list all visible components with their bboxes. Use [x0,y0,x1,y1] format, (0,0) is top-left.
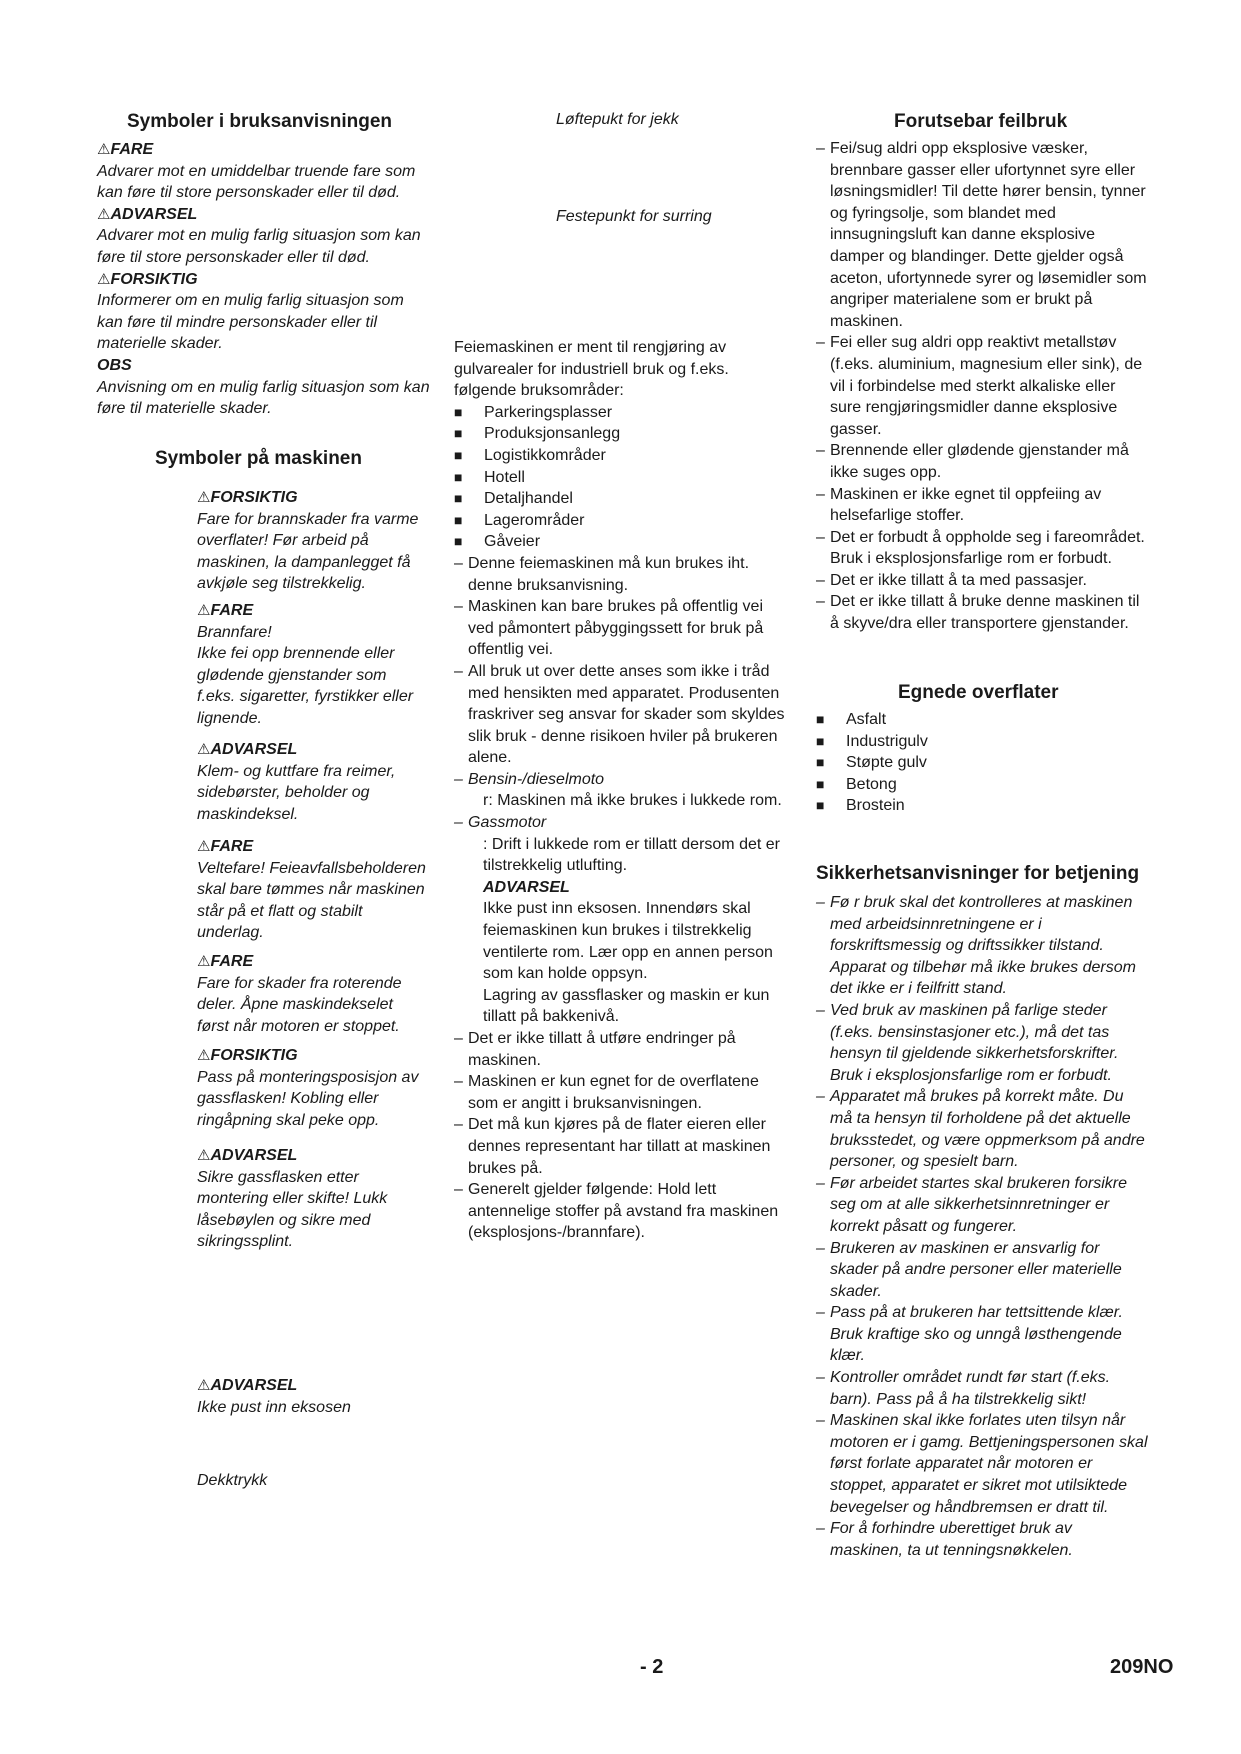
list-item: – Det må kun kjøres på de flater eieren eller dennes representant har tillatt at maskinen brukes på. [454,1114,792,1179]
obs-text: Anvisning om en mulig farlig situasjon som kan føre til materielle skader. [97,378,430,418]
page-number: - 2 [640,1656,664,1678]
manual-symbols-block [97,139,430,420]
document-code: 209NO [1110,1656,1174,1678]
list-item-continuation: r: Maskinen må ikke brukes i lukkede rom. [483,792,782,810]
list-item: – Brennende eller glødende gjenstander må ikke suges opp. [816,440,1149,483]
list-item: – Ved bruk av maskinen på farlige steder (f.eks. bensinstasjoner etc.), må det tas hensyn til gjeldende sikkerhetsforskrifter. Bruk i eksplosjonsfarlige rom er forbudt. [816,1000,1149,1086]
list-item: – Maskinen kan bare brukes på offentlig vei ved påmontert påbyggingssett for bruk på offentlig vei. [454,596,792,661]
machine-warning-1: ⚠FORSIKTIG Fare for brannskader fra varme overflater! Før arbeid på maskinen, la dampanlegget få avkjøle seg tilstrekkelig. [197,489,419,593]
list-item: – Brukeren av maskinen er ansvarlig for skader på andre personer eller materielle skader. [816,1238,1149,1303]
list-item: ■ Detaljhandel [454,488,792,510]
heading-misuse: Forutsebar feilbruk [894,111,1068,132]
list-item: – Bensin-/dieselmoto [454,769,792,791]
list-item: – Fø r bruk skal det kontrolleres at maskinen med arbeidsinnretningene er i forskriftsmessig og driftssikker tilstand. Apparat og tilbehør må ikke brukes dersom det ikke er i feilfritt stand. [816,892,1149,1000]
safety-list [816,892,1149,1561]
advarsel-text: Advarer mot en mulig farlig situasjon som kan føre til store personskader eller til død. [97,227,421,266]
misuse-list [816,138,1149,635]
list-item: – All bruk ut over dette anses som ikke i tråd med hensikten med apparatet. Produsenten fraskriver seg ansvar for skader som skyldes slik bruk - denne risikoen hviler på brukeren alene. [454,661,792,769]
machine-warning-2: ⚠FARE Brannfare! Ikke fei opp brennende eller glødende gjenstander som f.eks. sigaretter, fyrstikker eller lignende. [197,602,414,727]
warning-triangle-icon: ⚠ [97,141,111,158]
lifting-point-label: Løftepukt for jekk [556,111,679,128]
warning-triangle-icon: ⚠ [97,205,111,223]
list-item: – Generelt gjelder følgende: Hold lett antennelige stoffer på avstand fra maskinen (eksplosjons-/brannfare). [454,1179,792,1244]
list-item: – Det er ikke tillatt å ta med passasjer. [816,570,1149,592]
warning-triangle-icon: ⚠ [197,1147,211,1164]
fare-label: FARE [110,141,154,158]
list-item: – Pass på at brukeren har tettsittende klær. Bruk kraftige sko og unngå løsthengende klær. [816,1302,1149,1367]
list-item: – Det er ikke tillatt å utføre endringer på maskinen. [454,1028,792,1071]
list-item: ■ Støpte gulv [816,752,1149,774]
list-item: ■ Parkeringsplasser [454,402,792,424]
advarsel-label: ADVARSEL [483,878,570,896]
list-item: – Det er forbudt å oppholde seg i fareområdet. Bruk i eksplosjonsfarlige rom er forbudt. [816,527,1149,570]
machine-warning-4: ⚠FARE Veltefare! Feieavfallsbeholderen skal bare tømmes når maskinen står på et flatt og stabilt underlag. [197,838,426,942]
list-item: – Det er ikke tillatt å bruke denne maskinen til å skyve/dra eller transportere gjenstander. [816,591,1149,634]
machine-warning-8: ⚠ADVARSEL Ikke pust inn eksosen [197,1377,351,1416]
warning-triangle-icon: ⚠ [197,1377,211,1394]
list-item: ■ Hotell [454,467,792,489]
intended-use-intro: Feiemaskinen er ment til rengjøring av gulvarealer for industriell bruk og f.eks. følgende bruksområder: [454,339,729,400]
list-item: – Fei eller sug aldri opp reaktivt metallstøv (f.eks. aluminium, magnesium eller sink), de vil i forbindelse med sterkt alkaliske eller sure rengjøringsmidler danne eksplosive gasser. [816,332,1149,440]
intended-use-block [454,337,792,1244]
machine-warning-6: ⚠FORSIKTIG Pass på monteringsposisjon av gassflasken! Kobling eller ringåpning skal peke opp. [197,1047,419,1129]
list-item: – Fei/sug aldri opp eksplosive væsker, brennbare gasser eller ufortynnet syre eller løsningsmidler! Til dette hører bensin, tynner og fyringsolje, som blandet med innsugningsluft kan danne eksplosive damper og blandinger. Dette gjelder også aceton, ufortynnede syrer og løsemidler som angriper materialene som er brukt på maskinen. [816,138,1149,332]
machine-warning-7: ⚠ADVARSEL Sikre gassflasken etter montering eller skifte! Lukk låsebøylen og sikre med sikringssplint. [197,1147,388,1251]
warning-triangle-icon: ⚠ [197,1047,211,1064]
fare-text: Advarer mot en umiddelbar truende fare som kan føre til store personskader eller til død. [97,162,416,202]
heading-safety-operation: Sikkerhetsanvisninger for betjening [816,863,1140,884]
warning-triangle-icon: ⚠ [197,953,211,970]
list-item: – Kontroller området rundt før start (f.eks. barn). Pass på å ha tilstrekkelig sikt! [816,1367,1149,1410]
list-item: – Maskinen er kun egnet for de overflatene som er angitt i bruksanvisningen. [454,1071,792,1114]
list-item: ■ Betong [816,774,1149,796]
list-item: ■ Lagerområder [454,510,792,532]
tie-down-point-label: Festepunkt for surring [556,208,712,225]
forsiktig-label: FORSIKTIG [110,270,198,288]
warning-triangle-icon: ⚠ [197,602,211,619]
list-item: – Før arbeidet startes skal brukeren forsikre seg om at alle sikkerhetsinnretninger er korrekt påsatt og fungerer. [816,1173,1149,1238]
list-item-continuation: : Drift i lukkede rom er tillatt dersom det er tilstrekkelig utlufting. [483,835,780,875]
heading-symbols-manual: Symboler i bruksanvisningen [127,111,393,132]
storage-text: Lagring av gassflasker og maskin er kun tillatt på bakkenivå. [483,986,770,1026]
heading-symbols-machine: Symboler på maskinen [155,448,362,469]
warning-triangle-icon: ⚠ [197,489,211,506]
list-item: – Maskinen er ikke egnet til oppfeiing av helsefarlige stoffer. [816,484,1149,527]
surfaces-list [816,709,1149,817]
list-item: – Gassmotor [454,812,792,834]
list-item: – For å forhindre uberettiget bruk av maskinen, ta ut tenningsnøkkelen. [816,1518,1149,1561]
list-item: ■ Brostein [816,795,1149,817]
dekktrykk-label: Dekktrykk [197,1472,268,1489]
obs-label: OBS [97,356,132,374]
advarsel-label: ADVARSEL [110,205,198,223]
list-item: ■ Industrigulv [816,731,1149,753]
list-item: ■ Logistikkområder [454,445,792,467]
machine-warning-5: ⚠FARE Fare for skader fra roterende deler. Åpne maskindekselet først når motoren er stoppet. [197,953,402,1035]
machine-warning-3: ⚠ADVARSEL Klem- og kuttfare fra reimer, sidebørster, beholder og maskindeksel. [197,741,396,823]
advarsel-text: Ikke pust inn eksosen. Innendørs skal feiemaskinen kun brukes i tilstrekkelig ventilerte rom. Lær opp en annen person som kan holde oppsyn. [483,900,773,983]
list-item: – Apparatet må brukes på korrekt måte. Du må ta hensyn til forholdene på det aktuelle bruksstedet, og være oppmerksom på andre personer, og spesielt barn. [816,1086,1149,1172]
warning-triangle-icon: ⚠ [197,741,211,758]
list-item: ■ Produksjonsanlegg [454,423,792,445]
list-item: – Denne feiemaskinen må kun brukes iht. denne bruksanvisning. [454,553,792,596]
list-item: – Maskinen skal ikke forlates uten tilsyn når motoren er i gamg. Bettjeningspersonen skal først forlate apparatet når motoren er stoppet, apparatet er sikret mot utilsiktede bevegelser og håndbremsen er dratt til. [816,1410,1149,1518]
forsiktig-text: Informerer om en mulig farlig situasjon som kan føre til mindre personskader eller til materielle skader. [97,292,404,353]
list-item: ■ Asfalt [816,709,1149,731]
warning-triangle-icon: ⚠ [197,838,211,855]
list-item: ■ Gåveier [454,531,792,553]
heading-surfaces: Egnede overflater [898,682,1059,703]
warning-triangle-icon: ⚠ [97,270,111,288]
